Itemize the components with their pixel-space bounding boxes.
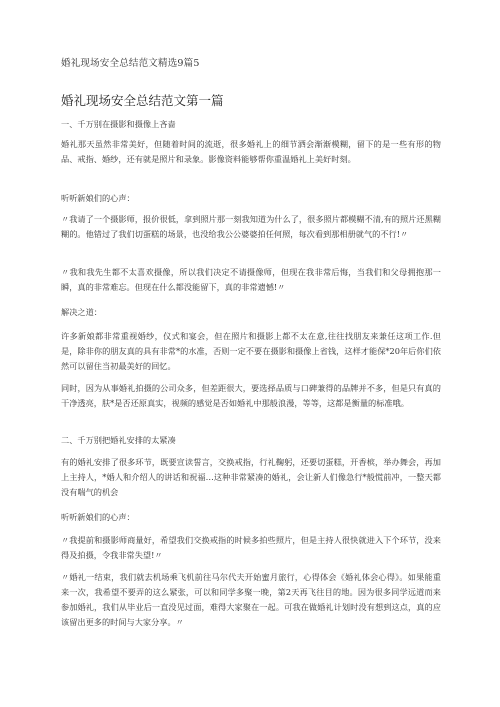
paragraph-4: 有的婚礼安排了很多环节，既要宣读誓言，交换戒指，行礼鞠躬，还要切蛋糕，开香槟，举办舞会，再加上主持人，*婚人和介绍人的讲话和祝福…这种非常紧凑的婚礼，会让新人们像急行*般慌前冲，一整天都没有喘气的机会 (61, 457, 441, 497)
chapter-title: 婚礼现场安全总结范文第一篇 (61, 93, 224, 108)
document-title: 婚礼现场安全总结范文精选9篇5 (61, 58, 200, 69)
paragraph-2: 许多新娘都非常重视婚纱，仪式和宴会，但在照片和摄影上都不太在意,往往找朋友来兼任这项工作.但是，除非你的朋友真的具有非常*的水准，否则一定不要在摄影和摄像上省钱，这样才能保*20年后你们依然可以留住当初最美好的回忆。 (61, 331, 441, 371)
quote-1: 〃我请了一个摄影师，报价很低，拿到照片那一刻我知道为什么了，很多照片都模糊不清,有的照片还黑糊糊的。他错过了我们切蛋糕的场景，也没给我公公婆婆拍任何照，每次看到那相册就气的不行!〃 (61, 214, 441, 239)
paragraph-3: 同时，因为从事婚礼拍摄的公司众多，但差距很大，要选择品质与口碑兼得的品牌并不多，但是只有真的干净透亮，肤*是否还原真实，视频的感觉是否如婚礼中那般浪漫，等等，这都是衡量的标准哦。 (61, 383, 441, 408)
quote-2: 〃我和我先生都不太喜欢摄像，所以我们决定不请摄像师，但现在我非常后悔，当我们和父母拥抱那一瞬，真的非常难忘。但现在什么都没能留下，真的非常遗憾!〃 (61, 267, 441, 292)
solution-label: 解决之道： (61, 307, 102, 317)
section-2-heading: 二、千万别把婚礼安排的太紧凑 (61, 435, 176, 445)
voices-label-1: 听听新娘们的心声： (61, 193, 135, 203)
section-1-heading: 一、千万别在摄影和摄像上吝啬 (61, 119, 176, 129)
quote-4: 〃婚礼一结束，我们就去机场乘飞机前往马尔代夫开始蜜月旅行，心得体会《婚礼体会心得》。如果能重来一次，我希望不要弄的这么紧张，可以和同学多聚一晚，第2天再飞往目的地。因为很多同学远道而来参加婚礼，我们从毕业后一直没见过面，难得大家聚在一起。可我在做婚礼计划时没有想到这点，真的应该留出更多的时间与大家分享。〃 (61, 572, 441, 627)
paragraph-1: 婚礼那天虽然非常美好，但随着时间的流逝，很多婚礼上的细节洒会渐渐模糊，留下的是一些有形的物品、戒指、婚纱，还有就是照片和录象。影像资料能够帮你重温婚礼上美好时刻。 (61, 139, 441, 164)
voices-label-2: 听听新娘们的心声： (61, 512, 135, 522)
quote-3: 〃我提前和摄影师商量好，希望我们交换戒指的时候多拍些照片，但是主持人很快就进入下个环节，没来得及拍摄，令我非常失望!〃 (61, 535, 441, 560)
